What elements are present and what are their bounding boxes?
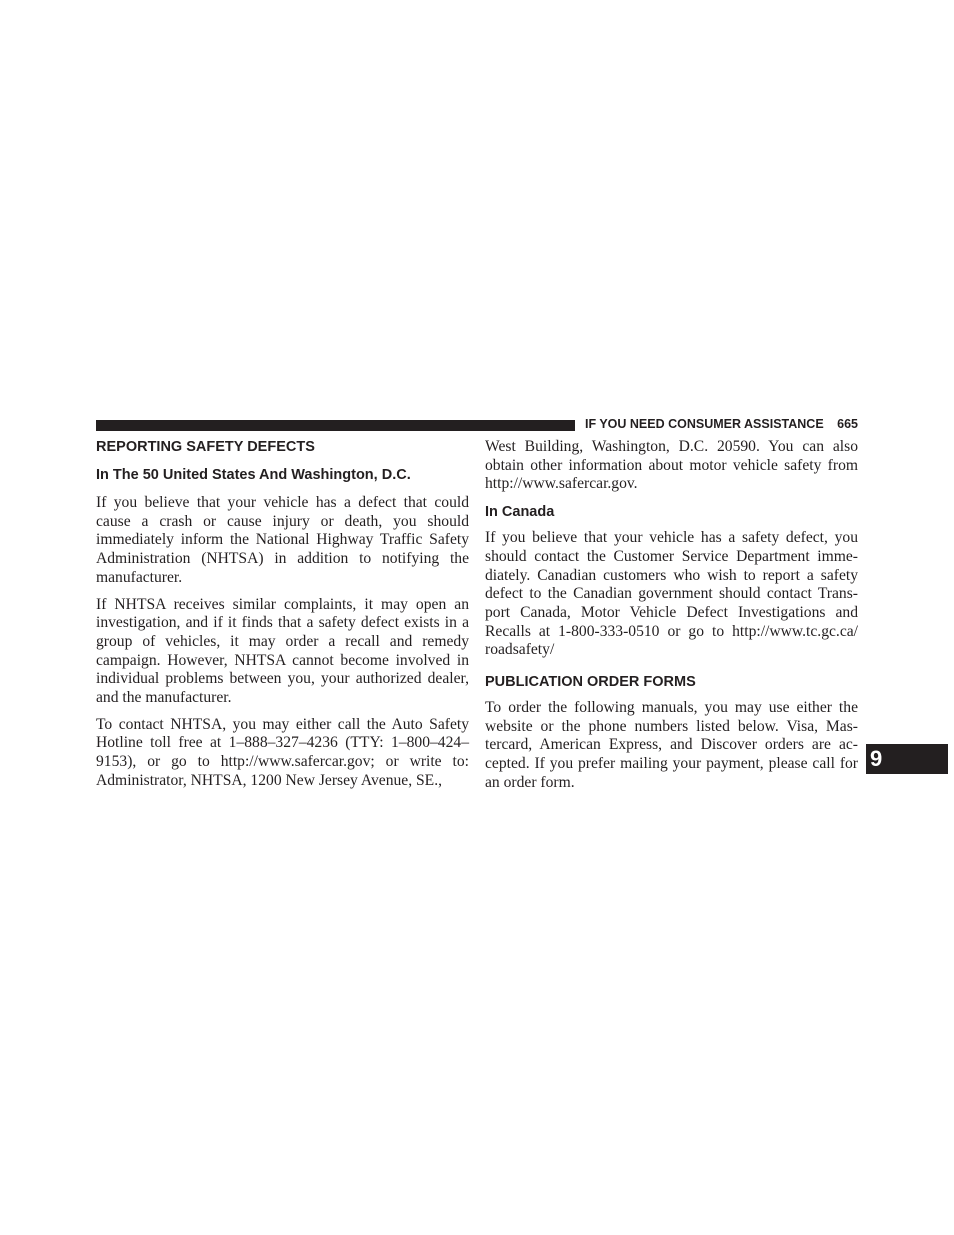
header-rule bbox=[96, 420, 575, 431]
paragraph-defect-inform: If you believe that your vehicle has a defect that could cause a crash or cause injury or death, you should immediately inform the National Highway Traffic Safety Administration (NHTSA) in addition to notifying the manufacturer. bbox=[96, 494, 469, 586]
page-number: 665 bbox=[837, 417, 858, 431]
subheading-united-states: In The 50 United States And Washington, D.C. bbox=[96, 467, 411, 483]
heading-reporting-safety-defects: REPORTING SAFETY DEFECTS bbox=[96, 439, 315, 455]
chapter-tab: 9 bbox=[866, 744, 948, 774]
running-title: IF YOU NEED CONSUMER ASSISTANCE bbox=[584, 417, 824, 431]
paragraph-canada: If you believe that your vehicle has a safety defect, you should contact the Customer Service Department immediately. Canadian customers who wish to report a safety defect to the Canadian government should contact Transport Canada, Motor Vehicle Defect Investigations and Recalls at 1-800-333-0510 or go to http://www.tc.gc.ca/ roadsafety/ bbox=[485, 529, 858, 659]
paragraph-contact-nhtsa: To contact NHTSA, you may either call the Auto Safety Hotline toll free at 1–888–327–4236 (TTY: 1–800–424–9153), or go to http://www.safercar.gov; or write to: Administrator, NHTSA, 1200 New Jersey Avenue, SE., bbox=[96, 715, 469, 789]
heading-publication-order-forms: PUBLICATION ORDER FORMS bbox=[485, 674, 696, 691]
right-column bbox=[485, 438, 858, 793]
paragraph-address-continued: West Building, Washington, D.C. 20590. You can also obtain other information about motor vehicle safety from http://www.safercar.gov. bbox=[485, 438, 858, 493]
running-header bbox=[584, 417, 858, 431]
subheading-in-canada: In Canada bbox=[485, 504, 555, 521]
left-column bbox=[96, 438, 469, 791]
paragraph-nhtsa-investigation: If NHTSA receives similar complaints, it may open an investigation, and if it finds that a safety defect exists in a group of vehicles, it may order a recall and remedy campaign. However, NHTSA cannot become involved in individual problems between you, your authorized dealer, and the manufacturer. bbox=[96, 595, 469, 707]
paragraph-publication: To order the following manuals, you may use either the website or the phone numbers listed below. Visa, Mastercard, American Express, and Discover orders are accepted. If you prefer mailing your payment, please call for an order form. bbox=[485, 699, 858, 791]
